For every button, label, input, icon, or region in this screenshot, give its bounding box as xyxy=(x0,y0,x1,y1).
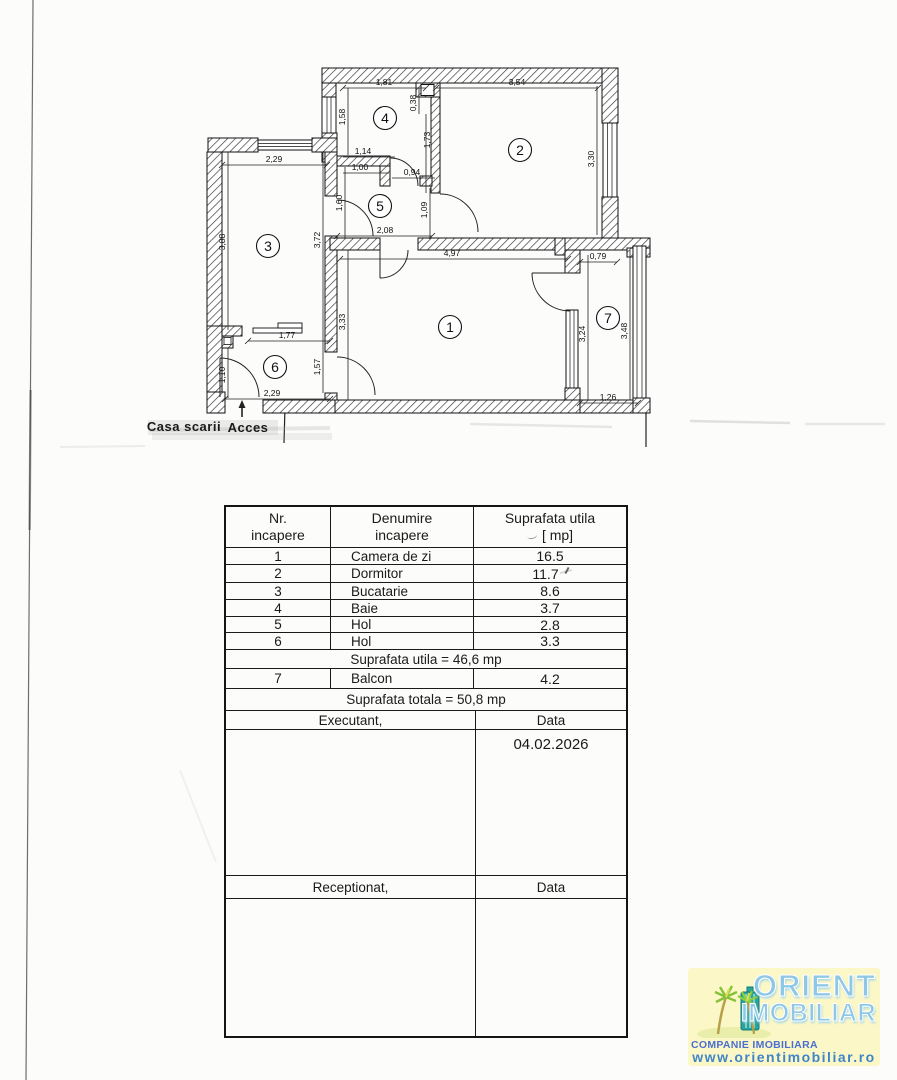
receptionat-signature-cell xyxy=(226,899,475,1036)
header-suprafata: Suprafata utila [ mp] xyxy=(473,507,626,547)
executant-row xyxy=(226,710,626,729)
table-header-row xyxy=(226,507,626,547)
dim-label: 1,57 xyxy=(312,358,322,376)
room-label-4: 4 xyxy=(381,110,389,126)
dim-label: 1,60 xyxy=(334,194,344,212)
dim-label: 1,14 xyxy=(354,146,372,156)
row-area: 11.7 xyxy=(473,565,626,582)
header-denumire: Denumire incapere xyxy=(330,507,473,547)
logo-name-line2: IMOBILIAR xyxy=(740,999,876,1028)
date-cell-2 xyxy=(475,899,626,1036)
dim-label: 3,33 xyxy=(337,313,347,331)
partition xyxy=(278,323,302,328)
room-label-6: 6 xyxy=(271,359,279,375)
subtotal-row xyxy=(226,649,626,668)
room-label-5: 5 xyxy=(376,198,384,214)
total-text: Suprafata totala = 50,8 mp xyxy=(346,692,506,707)
dim-label: 0,79 xyxy=(589,251,607,261)
casa-scarii-label: Casa scarii xyxy=(146,419,222,434)
signature-row xyxy=(226,729,626,875)
table-row: 6 Hol 3.3 xyxy=(226,632,626,649)
agency-logo xyxy=(688,968,880,1066)
dim-label: 1,81 xyxy=(375,77,393,87)
logo-name xyxy=(740,968,876,1028)
area-table xyxy=(224,505,628,1038)
dim-label: 1,10 xyxy=(217,366,227,384)
dim-label: 3,48 xyxy=(619,322,629,340)
dim-label: 1,26 xyxy=(599,392,617,402)
data-label: Data xyxy=(475,711,626,729)
header-nr: Nr. incapere xyxy=(251,509,305,543)
room-label-7: 7 xyxy=(604,310,612,326)
access-arrow-icon xyxy=(239,400,246,417)
receptionat-row xyxy=(226,875,626,898)
room-label-1: 1 xyxy=(446,319,454,335)
dim-label: 0,38 xyxy=(408,94,418,112)
page-edge-line xyxy=(26,0,33,1080)
scan-mark xyxy=(526,531,537,540)
logo-tagline: COMPANIE IMOBILIARA xyxy=(691,1039,818,1051)
balcony-row: 7 Balcon 4.2 xyxy=(226,668,626,688)
table-row: 3 Bucatarie 8.6 xyxy=(226,582,626,599)
dim-label: 1,58 xyxy=(337,108,347,126)
signature-row-2 xyxy=(226,898,626,1036)
dim-label: 3,24 xyxy=(577,325,587,343)
room-label-3: 3 xyxy=(264,238,272,254)
date-value: 04.02.2026 xyxy=(475,730,626,875)
dim-label: 2,29 xyxy=(263,388,281,398)
logo-name-line1: ORIENT xyxy=(752,968,876,1003)
dim-label: 1,09 xyxy=(419,201,429,219)
dim-label: 2,08 xyxy=(376,225,394,235)
dim-label: 3,72 xyxy=(312,231,322,249)
dim-label: 2,29 xyxy=(265,154,283,164)
dim-label: 3,54 xyxy=(508,77,526,87)
total-row xyxy=(226,688,626,710)
table-row: 4 Baie 3.7 xyxy=(226,599,626,616)
scan-mark xyxy=(564,567,569,574)
dim-label: 4,97 xyxy=(443,248,461,258)
page-edge-smudge xyxy=(30,390,31,530)
table-row: 1 Camera de zi 16.5 xyxy=(226,547,626,564)
receptionat-label: Receptionat, xyxy=(312,879,389,895)
dim-label: 3,88 xyxy=(217,233,227,251)
dim-label: 3,30 xyxy=(586,150,596,168)
dim-label: 1,73 xyxy=(422,131,432,149)
floor-plan xyxy=(140,50,670,450)
jamb-notch xyxy=(224,338,231,345)
table-row: 2 Dormitor 11.7 xyxy=(226,564,626,582)
table-row: 5 Hol 2.8 xyxy=(226,616,626,632)
executant-signature-cell xyxy=(226,730,475,875)
dim-label: 1,77 xyxy=(278,330,296,340)
dim-label: 1,00 xyxy=(351,162,369,172)
executant-label: Executant, xyxy=(318,712,383,728)
subtotal-text: Suprafata utila = 46,6 mp xyxy=(350,651,502,667)
dim-label: 0,94 xyxy=(403,167,421,177)
acces-label: Acces xyxy=(227,420,269,435)
data-label-2: Data xyxy=(475,876,626,898)
room-label-2: 2 xyxy=(516,142,524,158)
logo-website: www.orientimobiliar.ro xyxy=(692,1049,876,1065)
